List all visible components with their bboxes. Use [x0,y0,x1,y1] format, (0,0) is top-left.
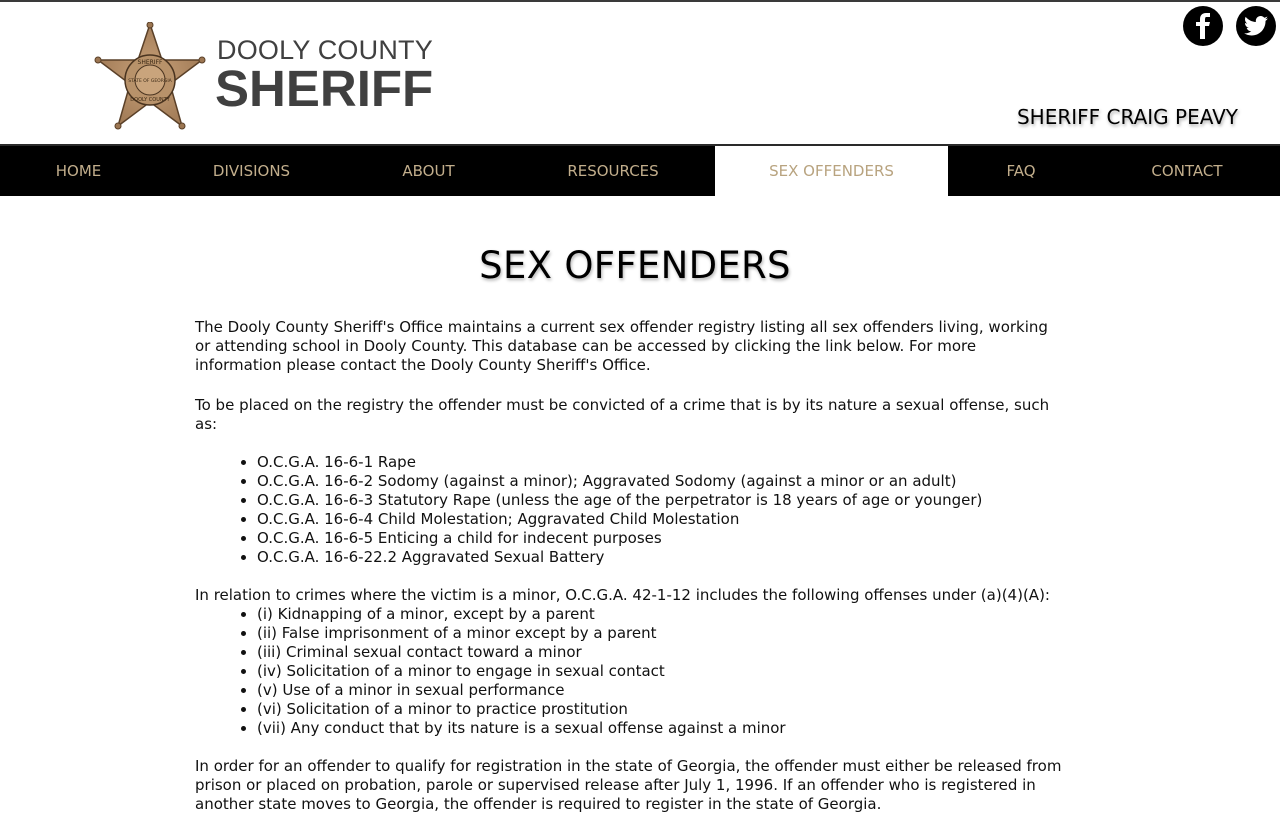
list-item: • O.C.G.A. 16-6-2 Sodomy (against a minor); Aggravated Sodomy (against a minor or an adult) [257,472,1065,491]
offense-list [195,453,1065,567]
minor-offense-list [195,605,1065,738]
brand-name-line2[interactable]: SHERIFF [215,60,434,117]
nav-item-sex-offenders[interactable]: SEX OFFENDERS [715,146,948,196]
nav-item-contact[interactable]: CONTACT [1151,162,1223,180]
minor-crimes-paragraph: In relation to crimes where the victim is a minor, O.C.G.A. 42-1-12 includes the following offenses under (a)(4)(A): [195,586,1050,604]
sheriff-name: SHERIFF CRAIG PEAVY [1016,105,1238,129]
nav-item-home[interactable]: HOME [55,162,102,180]
registration-requirement-paragraph: In order for an offender to qualify for registration in the state of Georgia, the offender must either be released from prison or placed on probation, parole or supervised release after July 1, 1996. If an offender who is registered in another state moves to Georgia, the offender is required to register in the state of Georgia. [195,757,1062,813]
main-content [195,318,1065,814]
twitter-link[interactable] [1236,6,1276,46]
list-item: • (v) Use of a minor in sexual performance [257,681,1065,700]
list-item: • (vi) Solicitation of a minor to practice prostitution [257,700,1065,719]
nav-item-resources[interactable]: RESOURCES [567,162,659,180]
nav-item-faq[interactable]: FAQ [1006,162,1036,180]
facebook-icon [1193,13,1213,39]
registry-criteria-paragraph: To be placed on the registry the offender must be convicted of a crime that is by its nature a sexual offense, such as: [195,396,1050,433]
svg-text:DOOLY COUNTY: DOOLY COUNTY [130,97,170,103]
facebook-link[interactable] [1183,6,1223,46]
list-item: • O.C.G.A. 16-6-4 Child Molestation; Aggravated Child Molestation [257,510,1065,529]
page-title: SEX OFFENDERS [479,244,791,287]
sheriff-star-badge-logo[interactable] [92,22,208,132]
list-item: • (i) Kidnapping of a minor, except by a parent [257,605,1065,624]
list-item: • (vii) Any conduct that by its nature is a sexual offense against a minor [257,719,1065,738]
nav-item-divisions[interactable]: DIVISIONS [212,162,291,180]
main-nav [0,144,1280,196]
brand-name-line1[interactable]: DOOLY COUNTY [217,35,433,65]
site-header [0,2,1280,144]
twitter-icon [1244,16,1268,36]
intro-paragraph: The Dooly County Sheriff's Office maintains a current sex offender registry listing all sex offenders living, working or attending school in Dooly County. This database can be accessed by clicking the link below. For more information please contact the Dooly County Sheriff's Office. [195,318,1048,374]
list-item: • (iv) Solicitation of a minor to engage in sexual contact [257,662,1065,681]
list-item: • (ii) False imprisonment of a minor except by a parent [257,624,1065,643]
svg-text:SHERIFF: SHERIFF [137,59,163,66]
list-item: • O.C.G.A. 16-6-3 Statutory Rape (unless the age of the perpetrator is 18 years of age or younger) [257,491,1065,510]
nav-item-about[interactable]: ABOUT [402,162,455,180]
svg-text:STATE OF GEORGIA: STATE OF GEORGIA [128,79,172,84]
list-item: • O.C.G.A. 16-6-22.2 Aggravated Sexual Battery [257,548,1065,567]
list-item: • O.C.G.A. 16-6-5 Enticing a child for indecent purposes [257,529,1065,548]
list-item: • O.C.G.A. 16-6-1 Rape [257,453,1065,472]
list-item: • (iii) Criminal sexual contact toward a minor [257,643,1065,662]
